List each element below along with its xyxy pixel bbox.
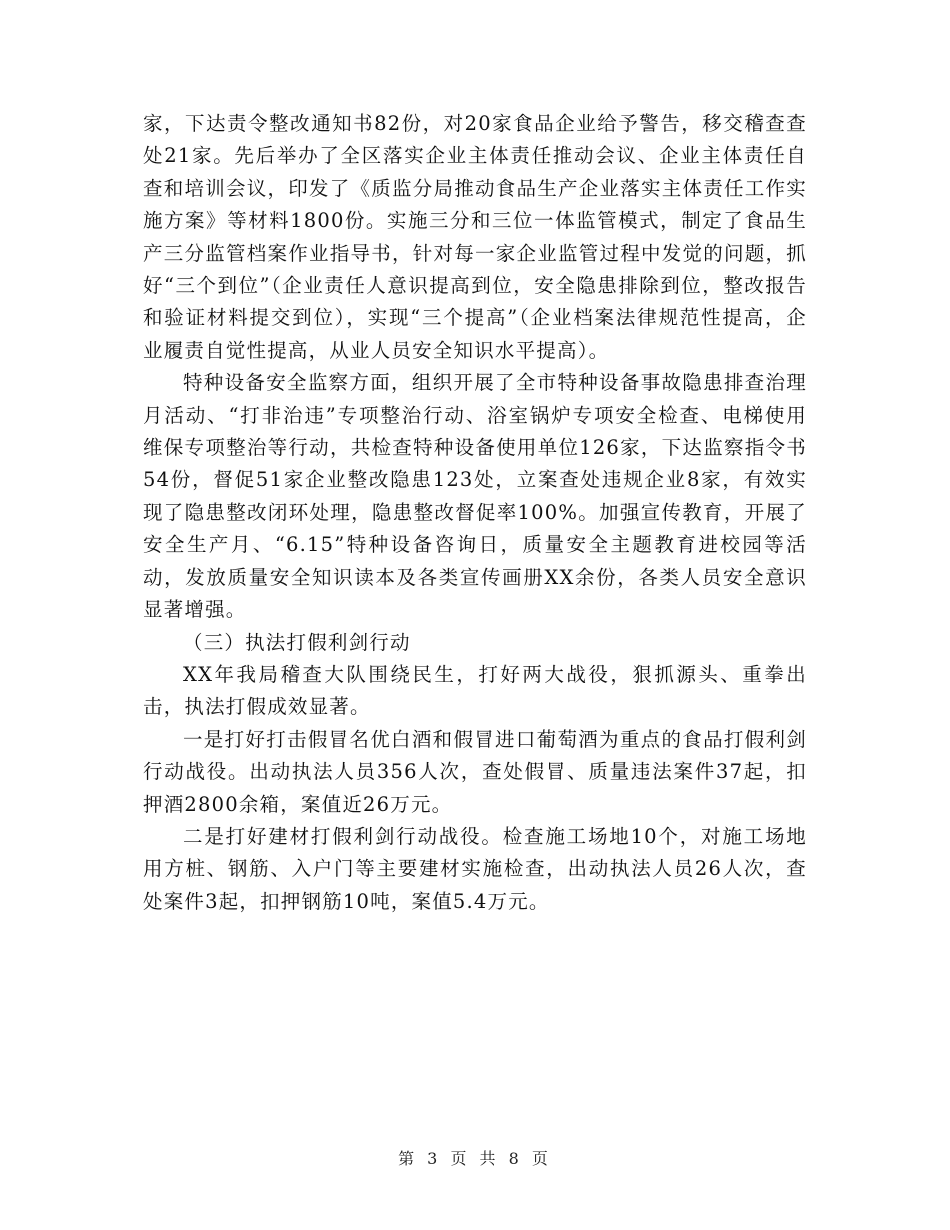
paragraph-food-enterprise-supervision: 家，下达责令整改通知书82份，对20家食品企业给予警告，移交稽查查处21家。先后举办了全区落实企业主体责任推动会议、企业主体责任自查和培训会议，印发了《质监分局推动食品生产企业落实主体责任工作实施方案》等材料1800份。实施三分和三位一体监管模式，制定了食品生产三分监管档案作业指导书，针对每一家企业监管过程中发觉的问题，抓好“三个到位”（企业责任人意识提高到位，安全隐患排除到位，整改报告和验证材料提交到位），实现“三个提高”（企业档案法律规范性提高，企业履责自觉性提高，从业人员安全知识水平提高）。 (143, 112, 807, 362)
paragraph-inspection-brigade-summary: XX年我局稽查大队围绕民生，打好两大战役，狠抓源头、重拳出击，执法打假成效显著。 (143, 662, 807, 719)
document-body (143, 108, 807, 918)
paragraph-special-equipment-inspection: 特种设备安全监察方面，组织开展了全市特种设备事故隐患排查治理月活动、“打非治违”专项整治行动、浴室锅炉专项安全检查、电梯使用维保专项整治等行动，共检查特种设备使用单位126家，下达监察指令书54份，督促51家企业整改隐患123处，立案查处违规企业8家，有效实现了隐患整改闭环处理，隐患整改督促率100%。加强宣传教育，开展了安全生产月、“6.15”特种设备咨询日，质量安全主题教育进校园等活动，发放质量安全知识读本及各类宣传画册XX余份，各类人员安全意识显著增强。 (143, 371, 807, 622)
page-number-footer: 第 3 页 共 8 页 (398, 1149, 552, 1168)
paragraph-building-materials-campaign: 二是打好建材打假利剑行动战役。检查施工场地10个，对施工场地用方桩、钢筋、入户门等主要建材实施检查，出动执法人员26人次，查处案件3起，扣押钢筋10吨，案值5.4万元。 (143, 824, 807, 913)
section-heading-anti-counterfeit: （三）执法打假利剑行动 (183, 630, 411, 654)
paragraph-liquor-campaign: 一是打好打击假冒名优白酒和假冒进口葡萄酒为重点的食品打假利剑行动战役。出动执法人员356人次，查处假冒、质量违法案件37起，扣押酒2800余箱，案值近26万元。 (143, 727, 807, 816)
